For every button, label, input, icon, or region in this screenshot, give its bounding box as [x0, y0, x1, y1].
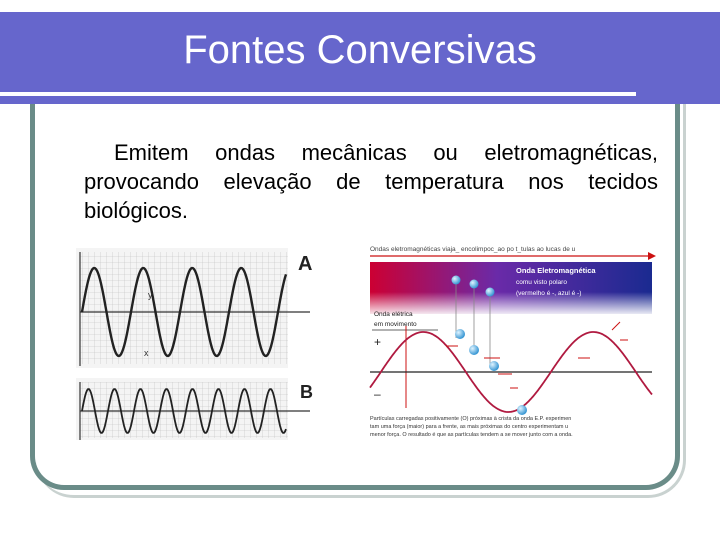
particle-6	[489, 361, 499, 371]
em-color-note: (vermelho é -, azul é -)	[516, 290, 582, 297]
particle-4	[455, 329, 465, 339]
panel-b-grid	[80, 382, 288, 438]
panel-a-grid	[80, 252, 288, 364]
em-caption-line-1: Partículas carregadas positivamente (O) próximas à crista da onda E.P. experimen	[370, 416, 572, 422]
wave-figure-svg	[70, 244, 326, 444]
force-arrow-7	[612, 322, 620, 330]
particle-1	[452, 276, 461, 285]
particle-2	[470, 280, 479, 289]
particle-5	[469, 345, 479, 355]
wave-figure	[70, 244, 326, 444]
em-caption-line-3: menor força. O resultado é que as partículas tendem a se mover junto com a onda.	[370, 432, 573, 438]
electric-wave-label-1: Onda elétrica	[374, 311, 413, 318]
electric-wave-label-2: em movimento	[374, 321, 417, 328]
em-caption-line-2: tam uma força (maior) para a frente, as mais próximas do centro experimentam u	[370, 424, 569, 430]
panel-a-label: A	[298, 253, 313, 275]
panel-a-x-label: x	[144, 348, 149, 358]
em-subtitle: comu visto polaro	[516, 279, 567, 286]
title-underline	[0, 92, 636, 96]
slide-title: Fontes Conversivas	[183, 28, 537, 72]
body-text: Emitem ondas mecânicas ou eletromagnéticas, provocando elevação de temperatura nos tecidos biológicos.	[84, 140, 658, 223]
panel-a-y-label: y	[148, 290, 153, 300]
em-top-arrowhead	[648, 252, 656, 260]
em-top-caption: Ondas eletromagnéticas viaja_ encolimpoc_ao po t_tulas ao lucas de u	[370, 246, 576, 253]
plus-sign: +	[374, 335, 382, 349]
em-wave-figure	[366, 242, 658, 444]
panel-b-label: B	[300, 382, 313, 402]
minus-sign: –	[374, 387, 381, 401]
particle-7	[517, 405, 527, 415]
particle-3	[486, 288, 495, 297]
em-wave-figure-svg	[366, 242, 658, 444]
em-title: Onda Eletromagnética	[516, 266, 596, 275]
